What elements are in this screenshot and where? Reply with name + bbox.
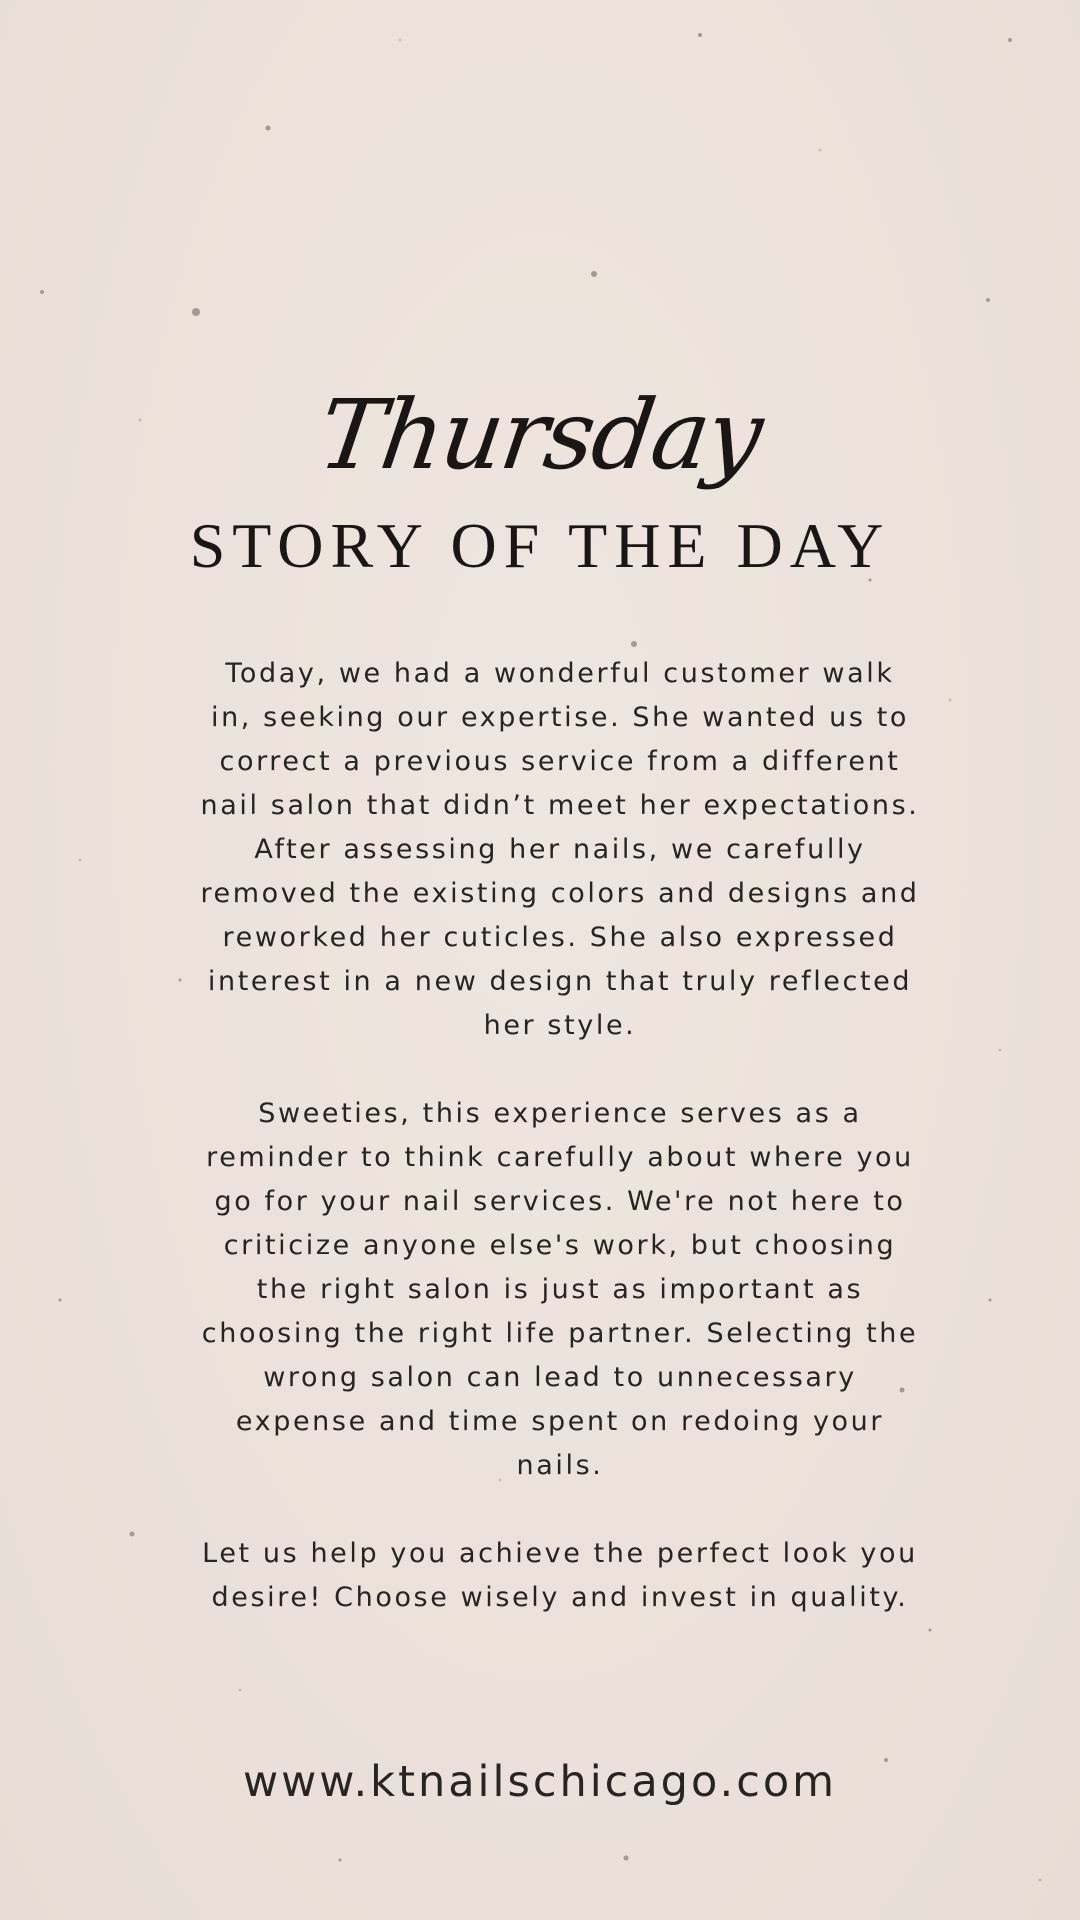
website-link[interactable]: www.ktnailschicago.com <box>242 1757 838 1807</box>
story-paragraph: Let us help you achieve the perfect look you desire! Choose wisely and invest in quality. <box>202 1538 918 1613</box>
story-title: STORY OF THE DAY <box>189 510 891 581</box>
day-script-title: Thursday <box>312 379 768 491</box>
story-paragraph: Today, we had a wonderful customer walk in, seeking our expertise. She wanted us to correct a previous service from a different nail salon that didn’t meet her expectations. After assessing her nails, we carefully removed the existing colors and designs and reworked her cuticles. She also expressed interest in a new design that truly reflected her style. <box>200 658 920 1041</box>
story-paragraph: Sweeties, this experience serves as a reminder to think carefully about where you go for your nail services. We're not here to criticize anyone else's work, but choosing the right salon is just as important as choosing the right life partner. Selecting the wrong salon can lead to unnecessary expense and time spent on redoing your nails. <box>201 1098 919 1481</box>
story-body <box>200 652 920 1620</box>
